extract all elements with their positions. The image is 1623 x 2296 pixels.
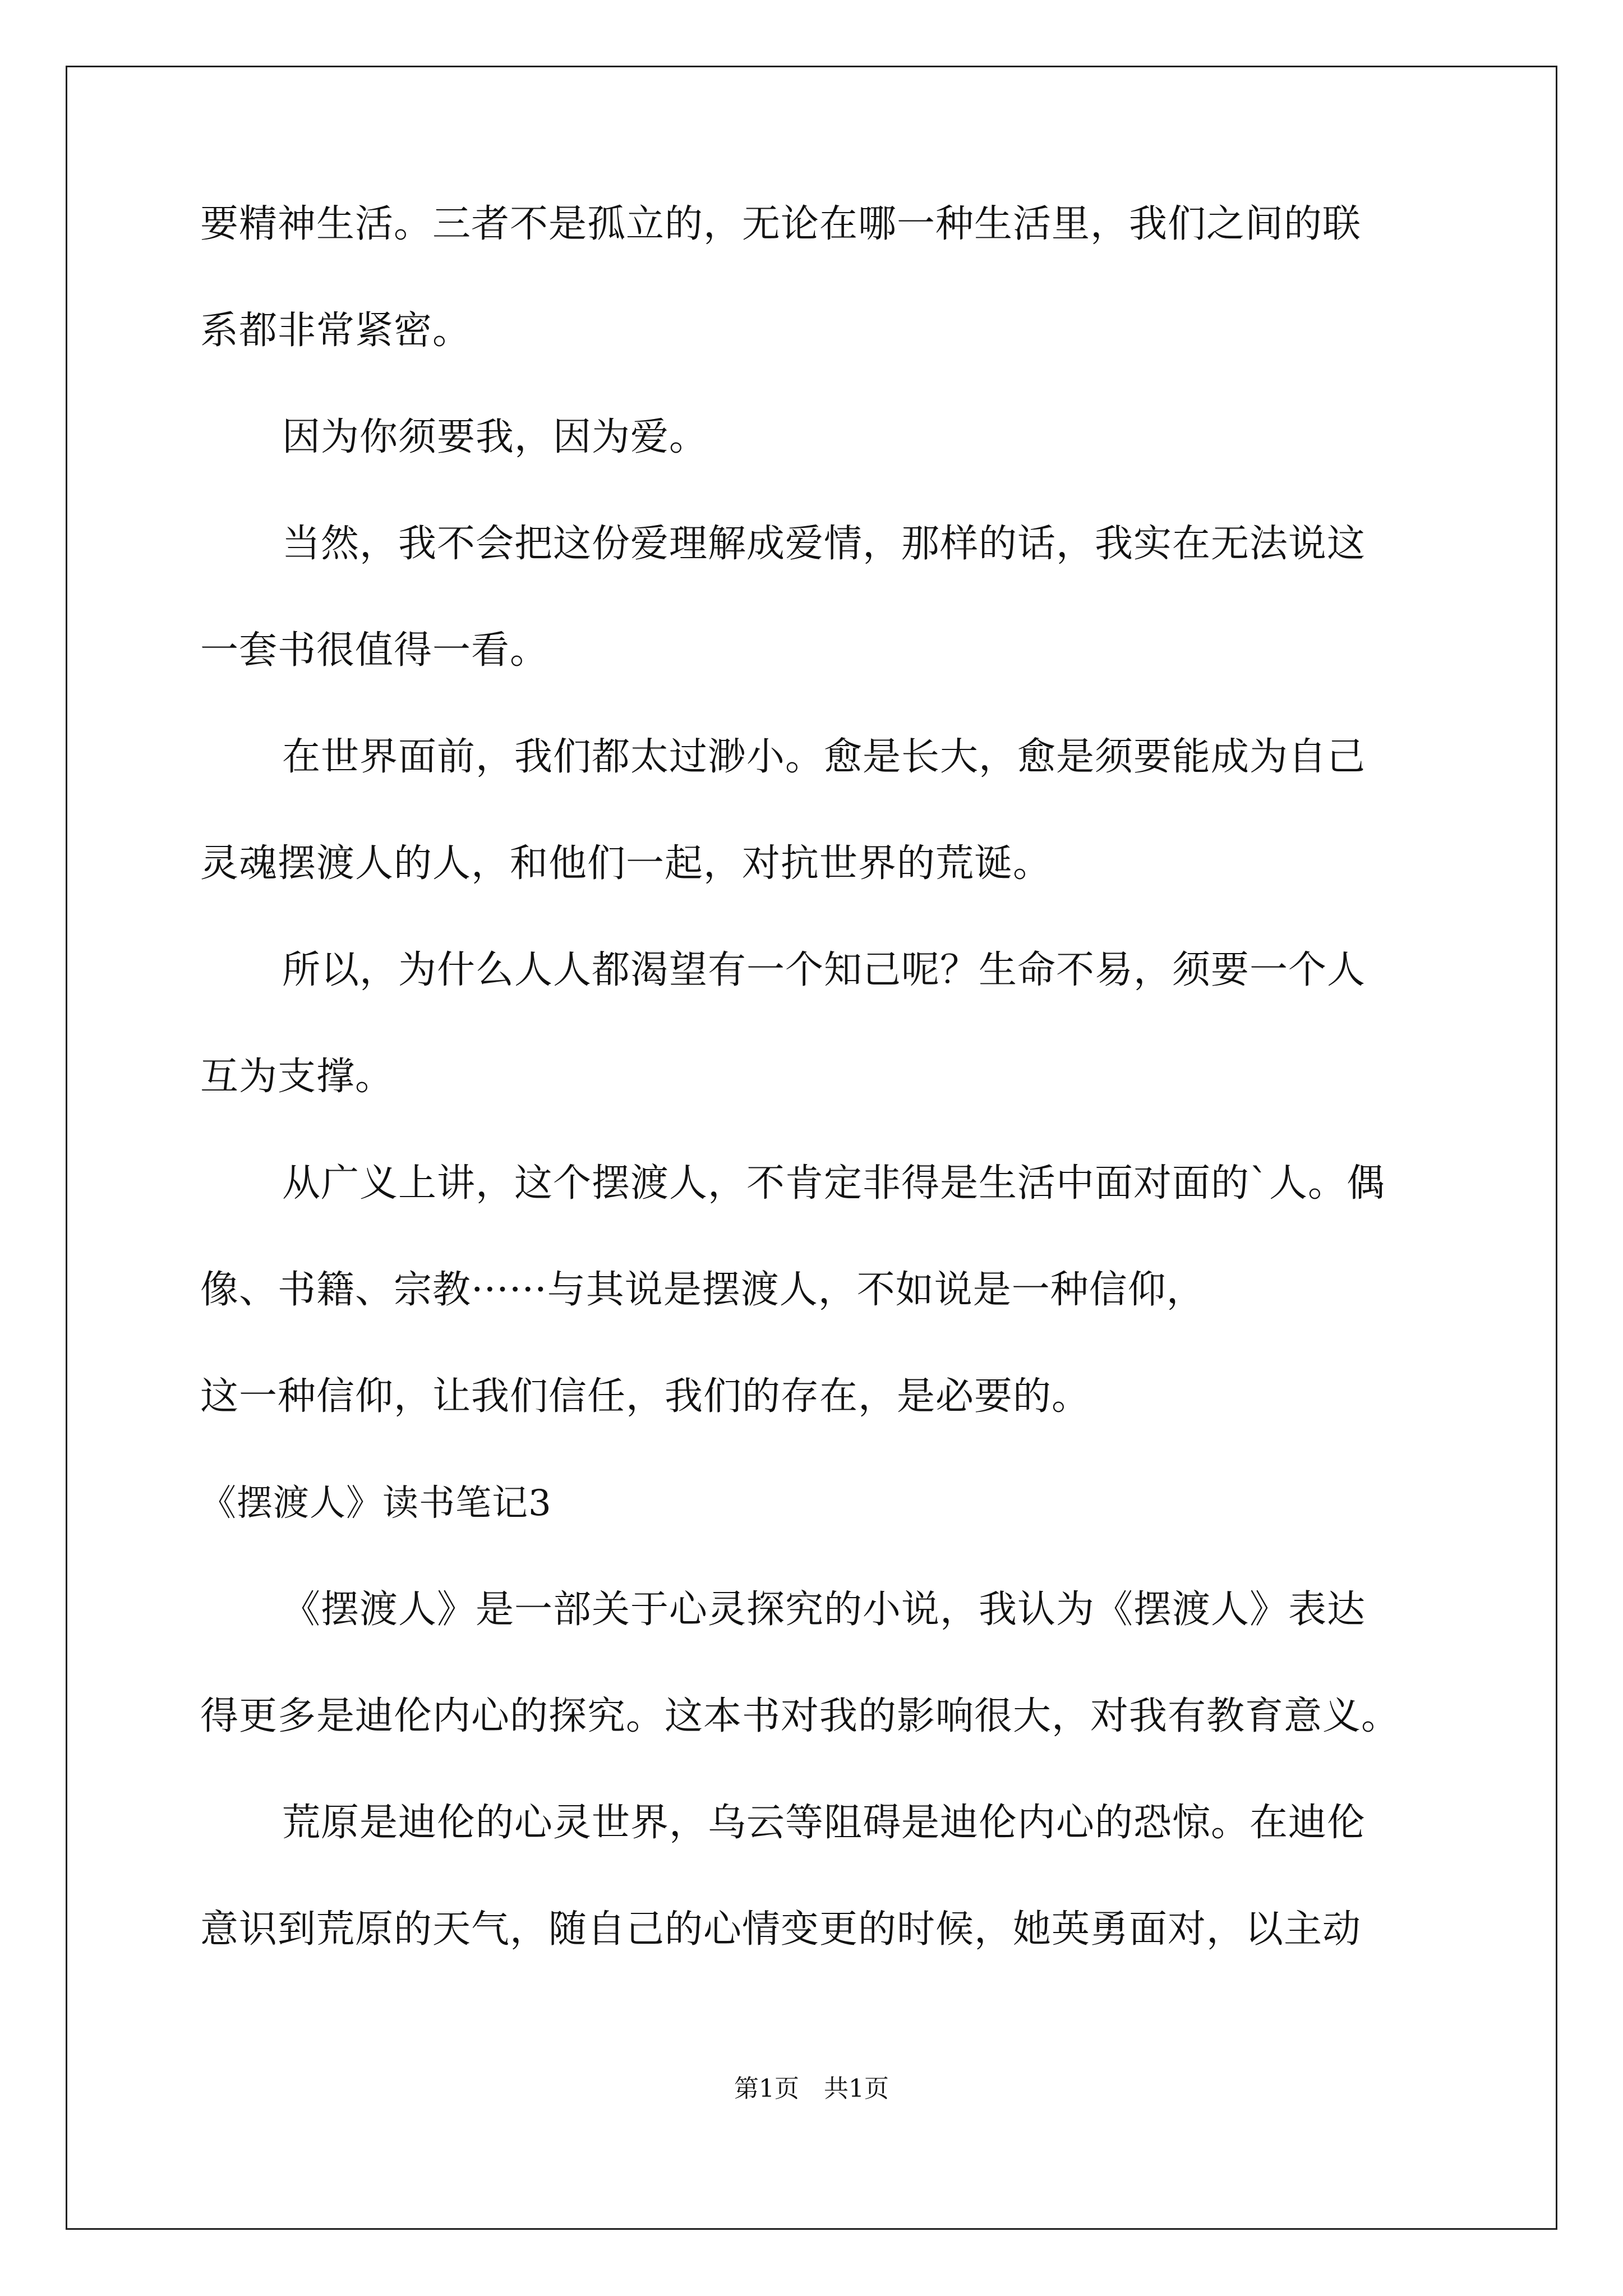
page-border: [66, 66, 1557, 2230]
text-line: 所以，为什么人人都渴望有一个知己呢？生命不易，须要一个人: [282, 948, 1366, 992]
text-line: 从广义上讲，这个摆渡人，不肯定非得是生活中面对面的`人。偶: [282, 1161, 1386, 1205]
text-line: 像、书籍、宗教······与其说是摆渡人，不如说是一种信仰，: [200, 1268, 1205, 1312]
text-line: 互为支撑。: [200, 1055, 394, 1099]
text-line: 得更多是迪伦内心的探究。这本书对我的影响很大，对我有教育意义。: [200, 1694, 1400, 1738]
text-line: 灵魂摆渡人的人，和他们一起，对抗世界的荒诞。: [200, 841, 1052, 886]
text-line: 这一种信仰，让我们信任，我们的存在，是必要的。: [200, 1374, 1091, 1419]
text-line: 系都非常紧密。: [200, 309, 472, 353]
text-line: 要精神生活。三者不是孤立的，无论在哪一种生活里，我们之间的联: [200, 202, 1362, 246]
page-footer: 第1页 共1页: [734, 2074, 889, 2103]
text-line: 因为你须要我，因为爱。: [282, 415, 708, 459]
text-line: 《摆渡人》是一部关于心灵探究的小说，我认为《摆渡人》表达: [282, 1588, 1366, 1632]
text-line: 意识到荒原的天气，随自己的心情变更的时候，她英勇面对，以主动: [200, 1907, 1362, 1952]
text-line: 当然，我不会把这份爱理解成爱情，那样的话，我实在无法说这: [282, 522, 1366, 566]
section-heading: 《摆渡人》读书笔记3: [200, 1483, 552, 1524]
text-line: 在世界面前，我们都太过渺小。愈是长大，愈是须要能成为自己: [282, 735, 1366, 779]
text-line: 一套书很值得一看。: [200, 628, 549, 673]
text-line: 荒原是迪伦的心灵世界，乌云等阻碍是迪伦内心的恐惊。在迪伦: [282, 1801, 1366, 1845]
